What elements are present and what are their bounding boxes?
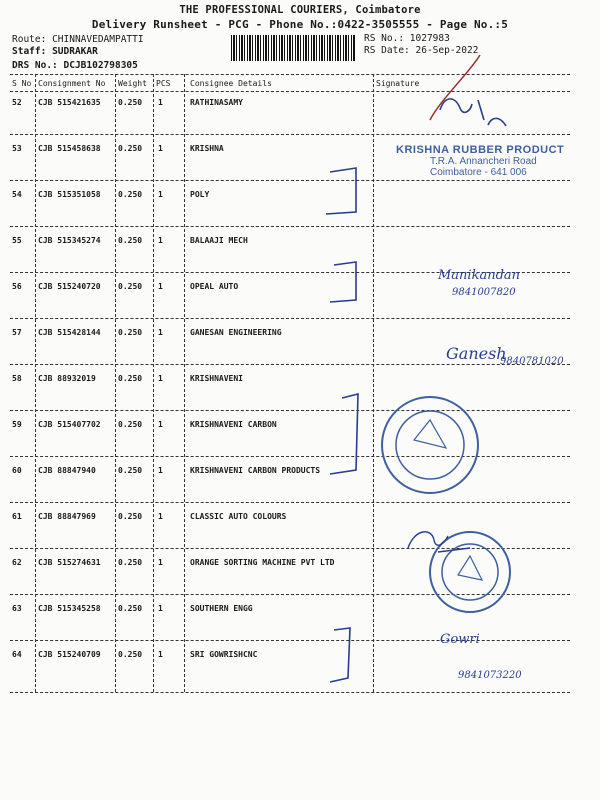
row-weight: 0.250 (118, 144, 143, 153)
row-consignee: ORANGE SORTING MACHINE PVT LTD (190, 558, 335, 567)
row-consignment: CJB 515351058 (38, 190, 101, 199)
handwritten-name-55: Manikandan (438, 268, 521, 283)
row-weight: 0.250 (118, 420, 143, 429)
row-weight: 0.250 (118, 98, 143, 107)
signature-52 (440, 99, 506, 126)
row-pcs: 1 (158, 558, 163, 567)
row-sno: 54 (12, 190, 22, 199)
row-consignee: POLY (190, 190, 210, 199)
runsheet-title: Delivery Runsheet - PCG - Phone No.:0422-3505555 - Page No.:5 (91, 18, 509, 31)
row-sno: 62 (12, 558, 22, 567)
row-weight: 0.250 (118, 558, 143, 567)
row-pcs: 1 (158, 190, 163, 199)
route-label: Route: (12, 34, 47, 45)
row-sno: 58 (12, 374, 22, 383)
row-consignee: OPEAL AUTO (190, 282, 239, 291)
col-header-sno: S No (12, 79, 32, 88)
row-consignment: CJB 515274631 (38, 558, 101, 567)
tick-mark-53 (326, 168, 356, 214)
row-sno: 57 (12, 328, 22, 337)
rubber-stamp-line1: KRISHNA RUBBER PRODUCT (396, 144, 565, 156)
row-consignee: RATHINASAMY (190, 98, 243, 107)
row-weight: 0.250 (118, 466, 143, 475)
row-consignment: CJB 515458638 (38, 144, 101, 153)
route-value: CHINNAVEDAMPATTI (52, 34, 144, 45)
staff-label: Staff: (12, 46, 47, 57)
rs-date-value: 26-Sep-2022 (415, 45, 479, 56)
rs-no-value: 1027983 (409, 33, 450, 44)
rubber-stamp-line3: Coimbatore - 641 006 (430, 167, 527, 178)
rs-no-label: RS No.: (364, 33, 405, 44)
row-consignee: SRI GOWRISHCNC (190, 650, 258, 659)
handwritten-phone-64: 9841073220 (458, 670, 522, 681)
row-pcs: 1 (158, 144, 163, 153)
row-consignment: CJB 88932019 (38, 374, 96, 383)
row-weight: 0.250 (118, 604, 143, 613)
row-weight: 0.250 (118, 512, 143, 521)
row-pcs: 1 (158, 650, 163, 659)
tick-mark-64 (330, 628, 350, 682)
row-consignment: CJB 515345258 (38, 604, 101, 613)
row-consignment: CJB 515345274 (38, 236, 101, 245)
row-weight: 0.250 (118, 328, 143, 337)
row-pcs: 1 (158, 604, 163, 613)
row-consignment: CJB 515240720 (38, 282, 101, 291)
row-consignee: BALAAJI MECH (190, 236, 248, 245)
row-sno: 55 (12, 236, 22, 245)
col-header-consignee: Consignee Details (190, 79, 272, 88)
row-consignee: KRISHNAVENI CARBON (190, 420, 277, 429)
handwritten-phone-55: 9841007820 (452, 287, 516, 298)
row-consignee: KRISHNAVENI CARBON PRODUCTS (190, 466, 321, 475)
col-header-weight: Weight (118, 79, 147, 88)
row-sno: 59 (12, 420, 22, 429)
row-weight: 0.250 (118, 650, 143, 659)
tick-mark-59 (330, 394, 358, 474)
rubber-stamp-line2: T.R.A. Annancheri Road (430, 156, 537, 167)
row-pcs: 1 (158, 512, 163, 521)
row-consignment: CJB 515240709 (38, 650, 101, 659)
row-weight: 0.250 (118, 282, 143, 291)
col-header-consignment: Consignment No (38, 79, 106, 88)
col-header-pcs: PCS (156, 79, 171, 88)
row-sno: 64 (12, 650, 22, 659)
row-sno: 61 (12, 512, 22, 521)
row-pcs: 1 (158, 98, 163, 107)
row-consignee: KRISHNAVENI (190, 374, 243, 383)
row-pcs: 1 (158, 466, 163, 475)
row-pcs: 1 (158, 374, 163, 383)
row-consignment: CJB 88847940 (38, 466, 96, 475)
signature-61 (408, 532, 470, 552)
row-consignment: CJB 88847969 (38, 512, 96, 521)
drs-value: DCJB102798305 (63, 60, 138, 71)
row-sno: 60 (12, 466, 22, 475)
row-consignee: SOUTHERN ENGG (190, 604, 253, 613)
row-pcs: 1 (158, 328, 163, 337)
handwritten-phone-57: 9840781020 (500, 356, 564, 367)
circular-stamp-logo (414, 420, 446, 448)
row-consignment: CJB 515407702 (38, 420, 101, 429)
row-consignee: GANESAN ENGINEERING (190, 328, 282, 337)
row-consignment: CJB 515428144 (38, 328, 101, 337)
row-sno: 56 (12, 282, 22, 291)
tick-mark-56 (330, 262, 356, 302)
row-sno: 53 (12, 144, 22, 153)
row-pcs: 1 (158, 236, 163, 245)
row-consignee: KRISHNA (190, 144, 224, 153)
row-pcs: 1 (158, 282, 163, 291)
circular-stamp-2-logo (458, 556, 482, 580)
row-pcs: 1 (158, 420, 163, 429)
row-consignee: CLASSIC AUTO COLOURS (190, 512, 287, 521)
row-weight: 0.250 (118, 236, 143, 245)
staff-value: SUDRAKAR (52, 46, 98, 57)
row-sno: 52 (12, 98, 22, 107)
row-sno: 63 (12, 604, 22, 613)
rs-date-label: RS Date: (364, 45, 410, 56)
row-weight: 0.250 (118, 374, 143, 383)
row-weight: 0.250 (118, 190, 143, 199)
handwritten-name-64: Gowri (440, 632, 480, 647)
rubber-stamp (396, 144, 580, 178)
col-header-signature: Signature (376, 79, 420, 88)
drs-label: DRS No.: (12, 60, 58, 71)
company-title: THE PROFESSIONAL COURIERS, Coimbatore (179, 4, 421, 16)
row-consignment: CJB 515421635 (38, 98, 101, 107)
red-signature-stroke (430, 55, 480, 120)
circular-stamp-2-inner (442, 544, 498, 600)
handwritten-name-57: Ganesh (446, 344, 507, 363)
